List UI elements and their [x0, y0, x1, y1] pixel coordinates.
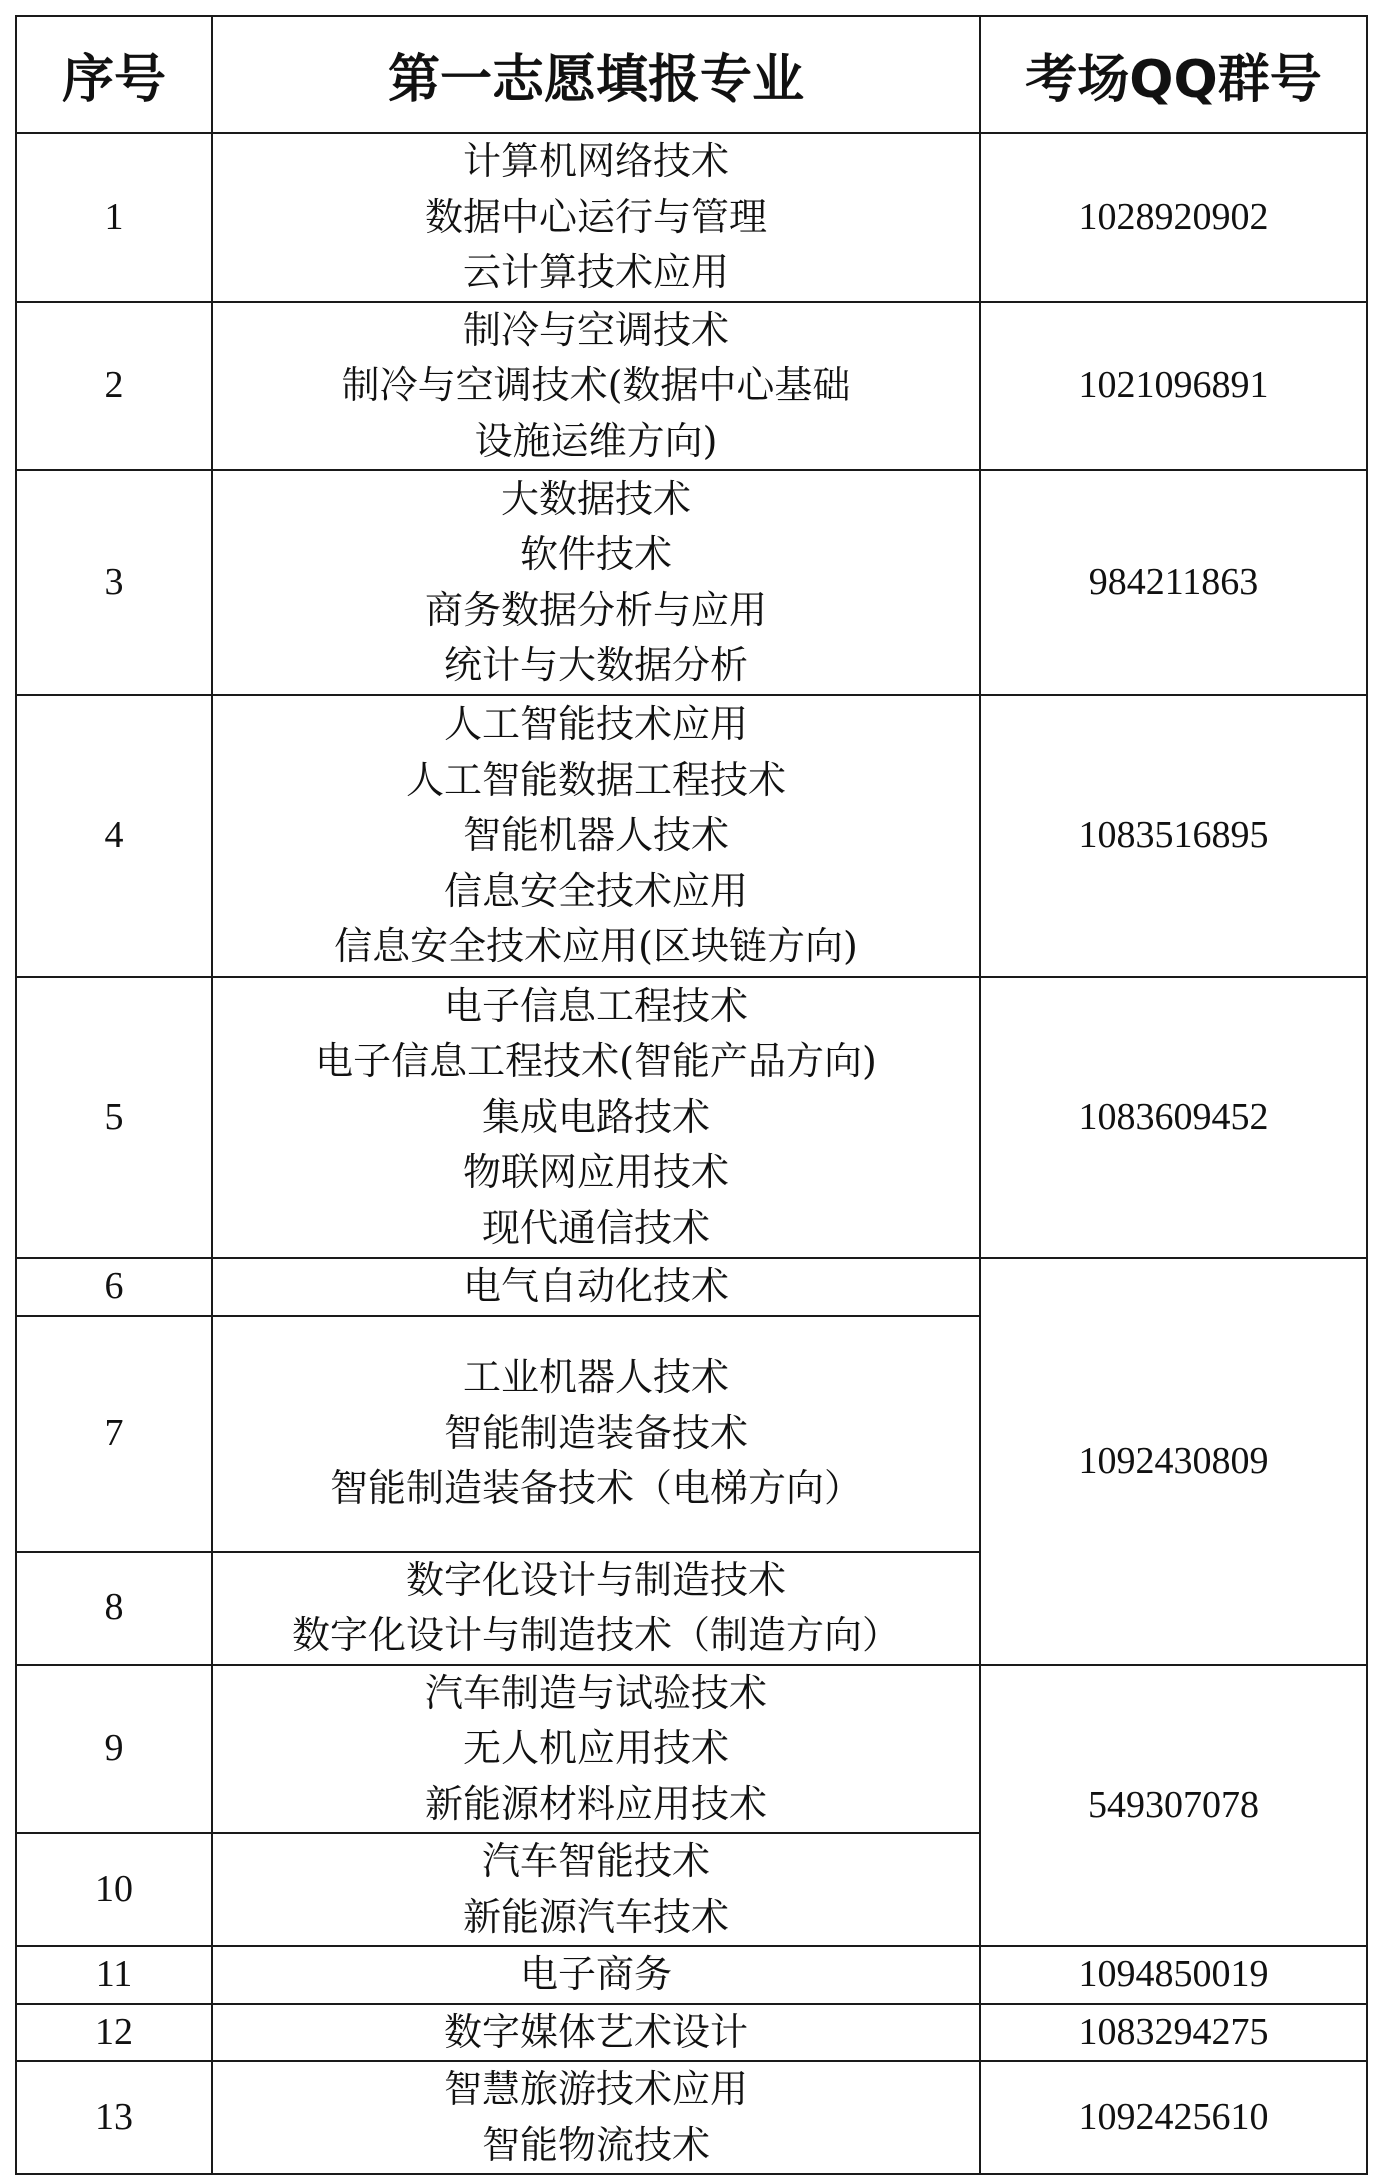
major-item: 新能源汽车技术 [462, 1894, 729, 1939]
table-row [16, 1946, 1367, 2004]
major-item: 数字媒体艺术设计 [443, 2009, 748, 2054]
row-majors [212, 302, 980, 471]
major-item: 数字化设计与制造技术 [405, 1557, 786, 1602]
table-row [16, 2004, 1367, 2062]
major-item: 工业机器人技术 [462, 1355, 729, 1400]
major-item: 人工智能数据工程技术 [405, 757, 786, 802]
qq-group-number: 1094850019 [980, 1946, 1367, 2004]
major-item: 新能源材料应用技术 [424, 1781, 767, 1826]
row-majors [212, 1258, 980, 1316]
major-item: 人工智能技术应用 [443, 702, 748, 747]
major-item: 数据中心运行与管理 [424, 194, 767, 239]
row-index: 4 [16, 695, 212, 977]
row-majors [212, 1833, 980, 1946]
qq-group-number: 1092425610 [980, 2061, 1367, 2174]
major-item: 电气自动化技术 [462, 1264, 729, 1308]
header-row [16, 16, 1367, 133]
major-item: 无人机应用技术 [462, 1726, 729, 1770]
table-row [16, 302, 1367, 471]
row-index: 10 [16, 1833, 212, 1946]
qq-group-number: 1083609452 [980, 977, 1367, 1258]
table-row [16, 1258, 1367, 1316]
major-item: 智能制造装备技术 [443, 1410, 748, 1455]
major-item: 智能制造装备技术（电梯方向） [329, 1466, 862, 1511]
qq-group-number: 1083516895 [980, 695, 1367, 977]
major-item: 统计与大数据分析 [443, 643, 748, 687]
qq-group-number: 1092430809 [980, 1258, 1367, 1665]
row-index: 3 [16, 470, 212, 695]
major-item: 智能机器人技术 [462, 813, 729, 858]
major-item: 电子信息工程技术(智能产品方向) [315, 1039, 877, 1084]
major-item: 汽车制造与试验技术 [424, 1670, 767, 1715]
row-index: 6 [16, 1258, 212, 1316]
qq-group-number: 1021096891 [980, 302, 1367, 471]
table-row [16, 1665, 1367, 1834]
header-major: 第一志愿填报专业 [212, 16, 980, 133]
row-index: 11 [16, 1946, 212, 2004]
major-item: 大数据技术 [500, 476, 691, 521]
qq-group-table [15, 15, 1368, 2175]
row-majors [212, 977, 980, 1258]
major-item: 电子商务 [519, 1952, 672, 1996]
table-row [16, 470, 1367, 695]
row-index: 2 [16, 302, 212, 471]
table-row [16, 133, 1367, 302]
row-majors [212, 470, 980, 695]
row-majors [212, 1946, 980, 2004]
major-item: 商务数据分析与应用 [424, 587, 767, 632]
qq-group-number: 984211863 [980, 470, 1367, 695]
major-item: 汽车智能技术 [481, 1839, 710, 1883]
major-item: 集成电路技术 [481, 1094, 710, 1139]
row-majors [212, 2061, 980, 2174]
table-row [16, 2061, 1367, 2174]
table-row [16, 695, 1367, 977]
row-majors [212, 1552, 980, 1665]
major-item: 软件技术 [519, 532, 672, 576]
major-item: 物联网应用技术 [462, 1150, 729, 1195]
major-item: 智能物流技术 [481, 2122, 710, 2167]
row-index: 12 [16, 2004, 212, 2062]
row-index: 7 [16, 1316, 212, 1552]
major-item: 信息安全技术应用 [443, 868, 748, 913]
row-majors [212, 2004, 980, 2062]
row-majors [212, 1665, 980, 1834]
table-row [16, 977, 1367, 1258]
major-item: 设施运维方向) [474, 418, 718, 463]
major-item: 制冷与空调技术(数据中心基础 [341, 363, 851, 407]
qq-group-number: 1028920902 [980, 133, 1367, 302]
header-index: 序号 [16, 16, 212, 133]
row-index: 5 [16, 977, 212, 1258]
major-item: 信息安全技术应用(区块链方向) [334, 924, 858, 969]
major-item: 数字化设计与制造技术（制造方向） [291, 1613, 900, 1657]
major-item: 计算机网络技术 [462, 139, 729, 183]
row-index: 13 [16, 2061, 212, 2174]
major-item: 电子信息工程技术 [443, 983, 748, 1028]
header-qq-group: 考场QQ群号 [980, 16, 1367, 133]
major-item: 制冷与空调技术 [462, 307, 729, 352]
row-index: 8 [16, 1552, 212, 1665]
row-majors [212, 695, 980, 977]
major-item: 智慧旅游技术应用 [443, 2067, 748, 2111]
qq-group-number: 1083294275 [980, 2004, 1367, 2062]
major-item: 云计算技术应用 [462, 250, 729, 294]
row-majors [212, 1316, 980, 1552]
major-item: 现代通信技术 [481, 1205, 710, 1250]
qq-group-number: 549307078 [980, 1665, 1367, 1947]
row-majors [212, 133, 980, 302]
row-index: 1 [16, 133, 212, 302]
row-index: 9 [16, 1665, 212, 1834]
